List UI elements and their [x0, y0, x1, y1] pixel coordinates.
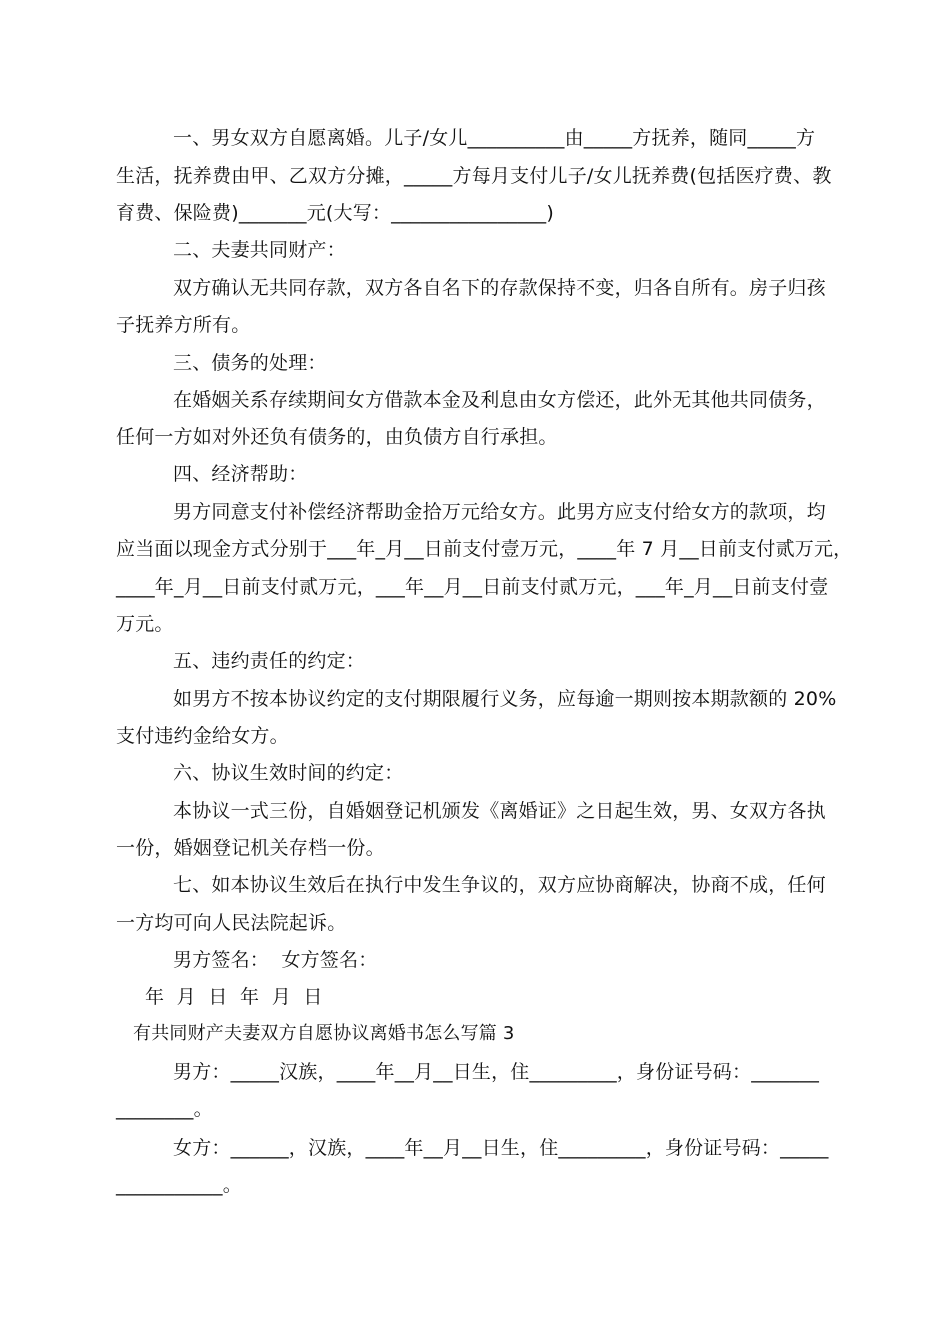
breach-line-2: 支付违约金给女方。	[116, 725, 289, 747]
article-subtitle: 有共同财产夫妻双方自愿协议离婚书怎么写篇 3	[133, 1023, 515, 1044]
dispute-line-2: 一方均可向人民法院起诉。	[116, 912, 347, 934]
aid-line-2: 应当面以现金方式分别于___年_月__日前支付壹万元，____年 7 月__日前支付贰万元，	[116, 538, 853, 560]
female-party-line-2: ___________。	[116, 1174, 242, 1196]
effective-line-2: 一份，婚姻登记机关存档一份。	[116, 837, 385, 859]
male-party-line-2: ________。	[116, 1098, 213, 1120]
section-heading-debt: 三、债务的处理：	[173, 352, 327, 374]
female-party-line-1: 女方：______，汉族，____年__月__日生，住_________，身份证号码：_____	[173, 1137, 829, 1159]
clause-1-line-2: 生活，抚养费由甲、乙双方分摊，_____方每月支付儿子/女儿抚养费(包括医疗费、教	[116, 165, 832, 187]
debt-line-2: 任何一方如对外还负有债务的，由负债方自行承担。	[116, 426, 558, 448]
section-heading-property: 二、夫妻共同财产：	[173, 239, 346, 261]
date-line: 年 月 日 年 月 日	[145, 986, 323, 1008]
clause-1-line-3: 育费、保险费)_______元(大写：________________)	[116, 202, 554, 224]
clause-1-line-1: 一、男女双方自愿离婚。儿子/女儿__________由_____方抚养，随同_____方	[173, 127, 816, 149]
signature-line: 男方签名： 女方签名：	[173, 949, 378, 971]
dispute-line-1: 七、如本协议生效后在执行中发生争议的，双方应协商解决，协商不成，任何	[173, 874, 826, 896]
aid-line-3: ____年_月__日前支付贰万元，___年__月__日前支付贰万元，___年_月__日前支付壹	[116, 576, 829, 598]
section-heading-aid: 四、经济帮助：	[173, 463, 308, 485]
aid-line-4: 万元。	[116, 613, 174, 635]
section-heading-breach: 五、违约责任的约定：	[173, 650, 366, 672]
effective-line-1: 本协议一式三份，自婚姻登记机颁发《离婚证》之日起生效，男、女双方各执	[173, 800, 826, 822]
section-heading-effective: 六、协议生效时间的约定：	[173, 762, 404, 784]
property-line-1: 双方确认无共同存款，双方各自名下的存款保持不变，归各自所有。房子归孩	[173, 277, 826, 299]
debt-line-1: 在婚姻关系存续期间女方借款本金及利息由女方偿还，此外无其他共同债务，	[173, 389, 826, 411]
breach-line-1: 如男方不按本协议约定的支付期限履行义务，应每逾一期则按本期款额的 20%	[173, 688, 837, 710]
property-line-2: 子抚养方所有。	[116, 314, 251, 336]
aid-line-1: 男方同意支付补偿经济帮助金拾万元给女方。此男方应支付给女方的款项，均	[173, 501, 826, 523]
male-party-line-1: 男方：_____汉族，____年__月__日生，住_________，身份证号码：_______	[173, 1061, 820, 1083]
